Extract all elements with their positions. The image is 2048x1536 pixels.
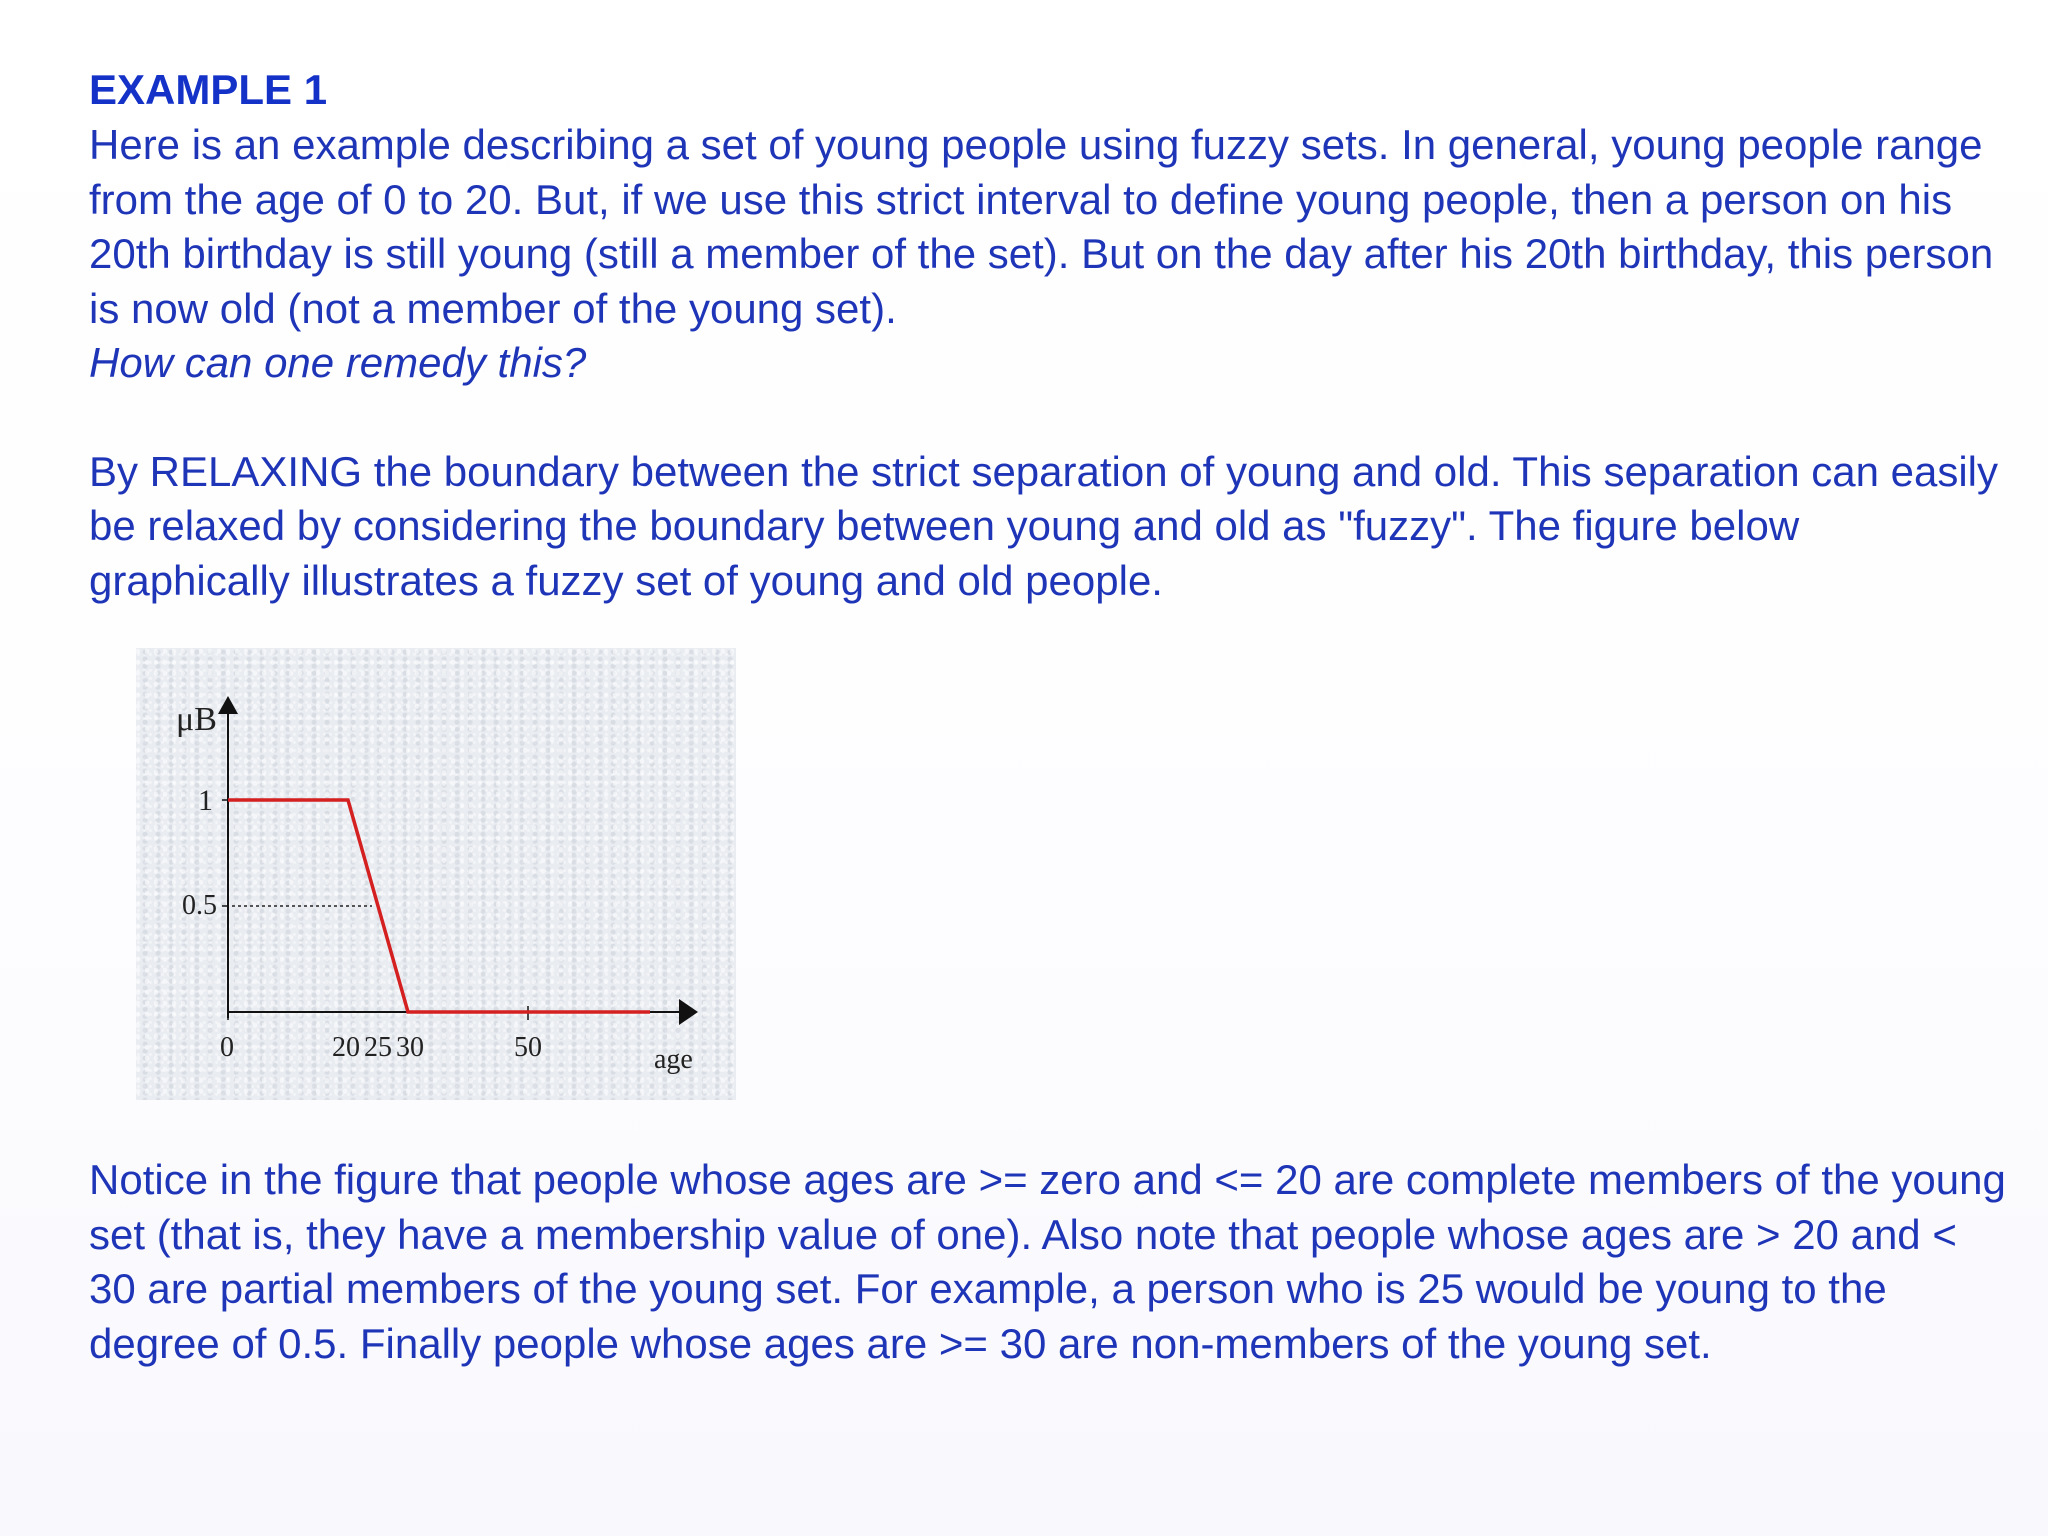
membership-figure: [136, 648, 736, 1100]
membership-chart: [136, 648, 736, 1100]
notice-paragraph: Notice in the figure that people whose ages are >= zero and <= 20 are complete members of the young set (that is, they have a membership value of one). Also note that people whose ages are > 20 and < 30 are partial members of the young set. For example, a person who is 25 would be young to the degree of 0.5. Finally people whose ages are >= 30 are non-members of the young set.: [89, 1156, 2006, 1367]
x-tick-label-50: 50: [514, 1032, 542, 1063]
x-axis-arrow-icon: [679, 999, 698, 1025]
young-membership-line: [228, 800, 650, 1012]
x-tick-label-30: 30: [396, 1032, 424, 1063]
y-axis-label: μB: [176, 701, 217, 738]
x-tick-label-0: 0: [220, 1032, 234, 1063]
y-tick-label-0-5: 0.5: [182, 890, 217, 921]
y-axis-arrow-icon: [218, 696, 238, 714]
x-axis-label: age: [654, 1044, 693, 1075]
relaxing-paragraph: By RELAXING the boundary between the strict separation of young and old. This separation can easily be relaxed by considering the boundary between young and old as "fuzzy". The figure below graphically illustrates a fuzzy set of young and old people.: [89, 447, 1999, 604]
x-tick-label-20: 20: [332, 1032, 360, 1063]
x-tick-label-25: 25: [364, 1032, 392, 1063]
question-text: How can one remedy this?: [89, 339, 587, 386]
slide-heading: EXAMPLE 1: [89, 66, 328, 113]
y-tick-label-1: 1: [198, 784, 213, 817]
intro-paragraph: Here is an example describing a set of young people using fuzzy sets. In general, young people range from the age of 0 to 20. But, if we use this strict interval to define young people, then a person on his 20th birthday is still young (still a member of the set). But on the day after his 20th birthday, this person is now old (not a member of the young set).: [89, 121, 1994, 332]
main-content: [89, 62, 2009, 608]
